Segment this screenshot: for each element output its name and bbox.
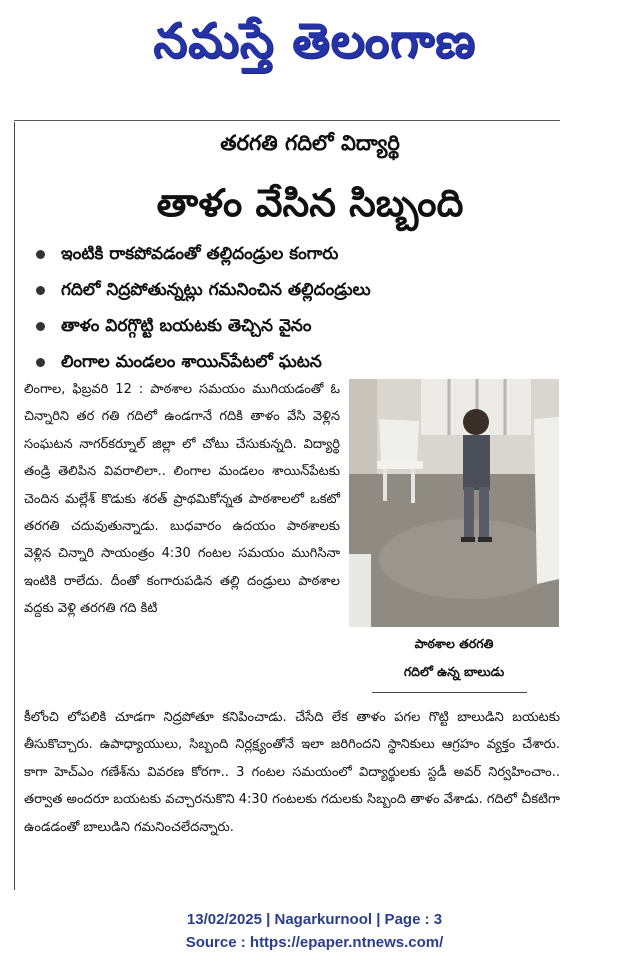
bullet-dot-icon xyxy=(36,322,45,331)
news-photo xyxy=(349,379,559,627)
bullet-item xyxy=(36,236,596,272)
bullet-dot-icon xyxy=(36,250,45,259)
footer-source-link[interactable]: Source : https://epaper.ntnews.com/ xyxy=(185,934,444,951)
bullet-dot-icon xyxy=(36,358,45,367)
bullet-item xyxy=(36,344,596,380)
bullet-dot-icon xyxy=(36,286,45,295)
masthead-title: నమస్తే తెలంగాణ xyxy=(153,13,476,69)
classroom-boy-photo xyxy=(349,379,559,627)
photo-caption-line: పాఠశాల తరగతి xyxy=(414,636,494,651)
caption-underline xyxy=(372,692,527,693)
bullet-text: ఇంటికి రాకపోవడంతో తల్లిదండ్రుల కంగారు xyxy=(61,244,339,264)
bullet-item xyxy=(36,272,596,308)
divider-top xyxy=(14,120,560,121)
photo-caption xyxy=(349,630,559,686)
footer-date-line: 13/02/2025 | Nagarkurnool | Page : 3 xyxy=(186,911,443,928)
divider-left xyxy=(14,122,15,890)
article-body-wide: కీలోంచి లోపలికి చూడగా నిద్రపోతూ కనిపించాడు. చేసేది లేక తాళం పగల గొట్టి బాలుడిని బయటకు తీసుకొచ్చారు. ఉపాధ్యాయులు, సిబ్బంది నిర్లక్ష్యంతోనే ఇలా జరిగిందని స్థానికులు ఆగ్రహం వ్యక్తం చేశారు. కాగా హెచ్‌ఎం గణేశ్‌ను వివరణ కోరగా.. 3 గంటల సమయంలో విద్యార్థులకు స్టడీ అవర్ నిర్వహించాం.. తర్వాత అందరూ బయటకు వచ్చారనుకొని 4:30 గంటలకు గదులకు సిబ్బంది తాళం వేశాడు. గదిలో చీకటిగా ఉండడంతో బాలుడిని గమనించలేదన్నారు. xyxy=(24,710,560,835)
bullet-text: గదిలో నిద్రపోతున్నట్లు గమనించిన తల్లిదండ్రులు xyxy=(61,280,371,300)
bullet-text: తాళం విరగ్గొట్టి బయటకు తెచ్చిన వైనం xyxy=(61,316,312,336)
bullet-text: లింగాల మండలం శాయిన్‌పేటలో ఘటన xyxy=(61,352,322,372)
bullet-list xyxy=(36,236,596,380)
article-kicker: తరగతి గదిలో విద్యార్థి xyxy=(220,131,400,155)
article-headline: తాళం వేసిన సిబ్బంది xyxy=(156,181,464,225)
bullet-item xyxy=(36,308,596,344)
photo-caption-line: గదిలో ఉన్న బాలుడు xyxy=(403,664,505,679)
footer xyxy=(0,908,629,954)
article-body-column: లింగాల, ఫిబ్రవరి 12 : పాఠశాల సమయం ముగియడంతో ఓ చిన్నారిని తర గతి గదిలో ఉండగానే గదికి తాళం వేసి వెళ్లిన సంఘటన నాగర్‌కర్నూల్ జిల్లా లో చోటు చేసుకున్నది. విద్యార్థి తండ్రి తెలిపిన వివరాలిలా.. లింగాల మండలం శాయిన్‌పేటకు చెందిన మల్లేశ్ కొడుకు శరత్ ప్రాథమికోన్నత పాఠశాలలో ఒకటో తరగతి చదువుతున్నాడు. బుధవారం ఉదయం పాఠశాలకు వెళ్లిన చిన్నారి సాయంత్రం 4:30 గంటల సమయం ముగిసినా ఇంటికి రాలేదు. దీంతో కంగారుపడిన తల్లి దండ్రులు పాఠశాల వద్దకు వెళ్లి తరగతి గది కిటి xyxy=(24,382,340,617)
